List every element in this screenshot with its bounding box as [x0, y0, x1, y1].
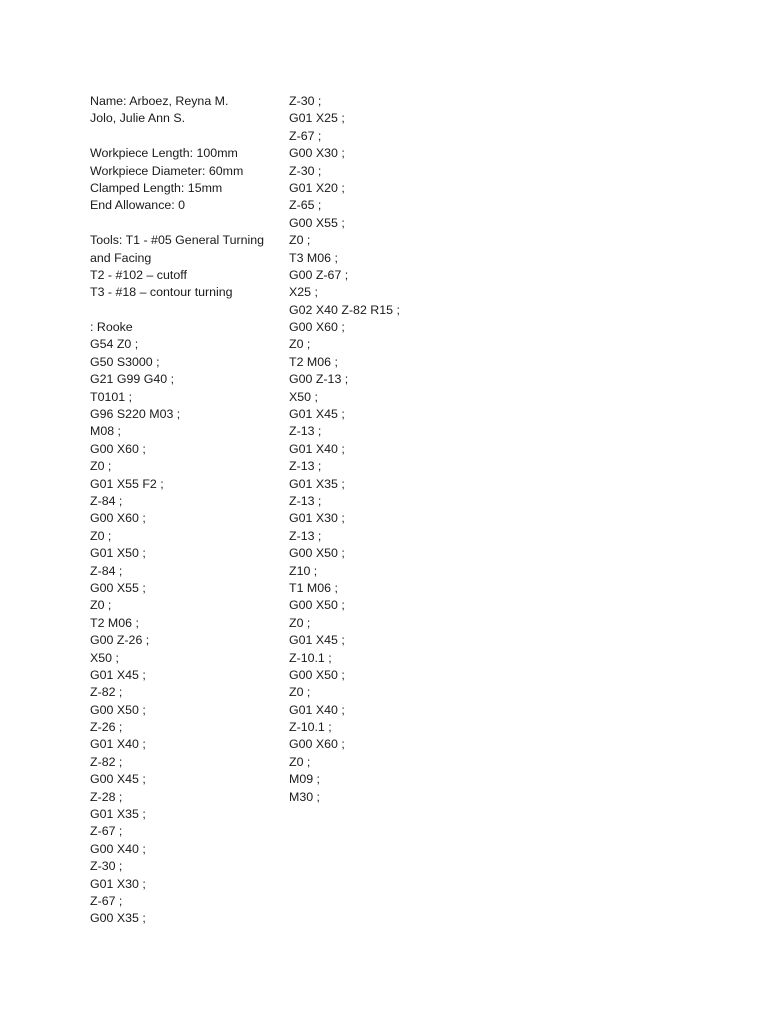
text-line: T2 M06 ; — [90, 615, 139, 630]
text-line: X25 ; — [289, 285, 318, 300]
text-line: G02 X40 Z-82 R15 ; — [289, 302, 400, 317]
text-line: Z0 ; — [90, 459, 112, 474]
blank-line — [90, 302, 280, 319]
blank-line — [90, 215, 280, 232]
text-line: G01 X35 ; — [90, 807, 146, 822]
text-line: Z10 ; — [289, 563, 318, 578]
text-line: G00 X60 ; — [289, 737, 345, 752]
text-line: Z-10.1 ; — [289, 650, 332, 665]
text-line: G00 X50 ; — [289, 546, 345, 561]
text-line: Z-13 ; — [289, 528, 322, 543]
text-line: G01 X45 ; — [90, 667, 146, 682]
text-line: M09 ; — [289, 772, 320, 787]
text-line: G21 G99 G40 ; — [90, 372, 175, 387]
text-line: G01 X25 ; — [289, 111, 345, 126]
text-line: Z0 ; — [289, 615, 311, 630]
text-line: G00 X50 ; — [90, 702, 146, 717]
text-line: and Facing — [90, 250, 152, 265]
text-line: Tools: T1 - #05 General Turning — [90, 233, 265, 248]
text-line: G00 X55 ; — [90, 580, 146, 595]
text-line: End Allowance: 0 — [90, 198, 186, 213]
text-line: G01 X50 ; — [90, 546, 146, 561]
text-line: G01 X30 ; — [90, 876, 146, 891]
text-line: Z-67 ; — [90, 824, 123, 839]
text-line: Z0 ; — [289, 233, 311, 248]
text-line: G00 X60 ; — [289, 320, 345, 335]
text-line: G00 X55 ; — [289, 215, 345, 230]
text-line: Z0 ; — [90, 528, 112, 543]
text-line: G01 X55 F2 ; — [90, 476, 164, 491]
text-line: Z-82 ; — [90, 754, 123, 769]
text-line: G00 Z-67 ; — [289, 267, 349, 282]
text-line: G00 X60 ; — [90, 441, 146, 456]
right-text-column — [289, 93, 489, 806]
text-line: : Rooke — [90, 320, 133, 335]
text-line: G01 X45 ; — [289, 407, 345, 422]
left-text-column — [90, 93, 280, 928]
text-line: G01 X45 ; — [289, 633, 345, 648]
text-line: T3 - #18 – contour turning — [90, 285, 233, 300]
text-line: G00 X50 ; — [289, 598, 345, 613]
text-line: Z-84 ; — [90, 493, 123, 508]
text-line: G54 Z0 ; — [90, 337, 139, 352]
text-line: G00 X60 ; — [90, 511, 146, 526]
text-line: Z-65 ; — [289, 198, 322, 213]
text-line: Z-13 ; — [289, 424, 322, 439]
text-line: Z-26 ; — [90, 720, 123, 735]
text-line: Z-84 ; — [90, 563, 123, 578]
text-line: Z-30 ; — [90, 859, 123, 874]
blank-line — [90, 128, 280, 145]
text-line: G01 X35 ; — [289, 476, 345, 491]
text-line: Z-82 ; — [90, 685, 123, 700]
text-line: G00 X50 ; — [289, 667, 345, 682]
text-line: G00 Z-13 ; — [289, 372, 349, 387]
text-line: Z-28 ; — [90, 789, 123, 804]
text-line: T0101 ; — [90, 389, 133, 404]
text-line: M30 ; — [289, 789, 320, 804]
text-line: T1 M06 ; — [289, 580, 338, 595]
text-line: T2 - #102 – cutoff — [90, 267, 187, 282]
text-line: G00 X30 ; — [289, 146, 345, 161]
text-line: Z-67 ; — [90, 893, 123, 908]
text-line: Name: Arboez, Reyna M. — [90, 94, 229, 108]
text-line: G00 X35 ; — [90, 911, 146, 926]
text-line: Z-30 ; — [289, 94, 322, 108]
text-line: G50 S3000 ; — [90, 354, 160, 369]
text-line: T3 M06 ; — [289, 250, 338, 265]
text-line: Z0 ; — [289, 754, 311, 769]
text-line: G00 X45 ; — [90, 772, 146, 787]
text-line: Z-13 ; — [289, 493, 322, 508]
text-line: G96 S220 M03 ; — [90, 407, 181, 422]
text-line: G01 X40 ; — [289, 702, 345, 717]
text-line: G01 X40 ; — [289, 441, 345, 456]
text-line: G01 X20 ; — [289, 180, 345, 195]
text-line: G00 X40 ; — [90, 841, 146, 856]
text-line: Workpiece Diameter: 60mm — [90, 163, 244, 178]
text-line: G01 X40 ; — [90, 737, 146, 752]
text-line: Jolo, Julie Ann S. — [90, 111, 186, 126]
text-line: Workpiece Length: 100mm — [90, 146, 238, 161]
text-line: Clamped Length: 15mm — [90, 180, 223, 195]
text-line: Z0 ; — [289, 685, 311, 700]
text-line: G01 X30 ; — [289, 511, 345, 526]
text-line: T2 M06 ; — [289, 354, 338, 369]
text-line: Z-30 ; — [289, 163, 322, 178]
text-line: G00 Z-26 ; — [90, 633, 150, 648]
text-line: Z0 ; — [90, 598, 112, 613]
text-line: M08 ; — [90, 424, 121, 439]
text-line: X50 ; — [289, 389, 318, 404]
text-line: Z-10.1 ; — [289, 720, 332, 735]
text-line: Z0 ; — [289, 337, 311, 352]
text-line: X50 ; — [90, 650, 119, 665]
text-line: Z-67 ; — [289, 128, 322, 143]
text-line: Z-13 ; — [289, 459, 322, 474]
